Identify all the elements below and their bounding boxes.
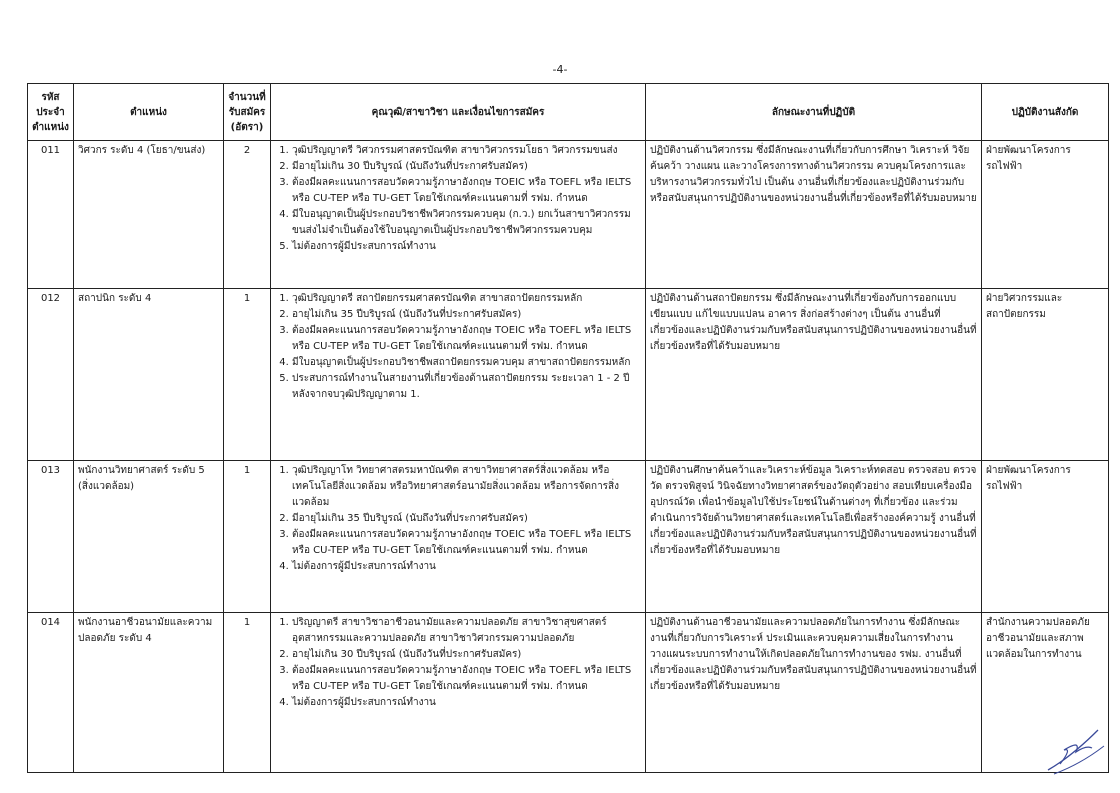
- requirement-item: 4. มีใบอนุญาตเป็นผู้ประกอบวิชาชีพสถาปัตยกรรมควบคุม สาขาสถาปัตยกรรมหลัก: [292, 355, 641, 371]
- duties-cell: ปฏิบัติงานด้านอาชีวอนามัยและความปลอดภัยในการทำงาน ซึ่งมีลักษณะงานที่เกี่ยวกับการวิเคราะห์ ประเมินและควบคุมความเสี่ยงในการทำงาน วางแผนระบบการทำงานให้เกิดปลอดภัยในการทำงานของ รฟม. งานอื่นที่เกี่ยวข้องและปฏิบัติงานร่วมกับหรือสนับสนุนการปฏิบัติงานของหน่วยงานอื่นที่เกี่ยวข้องหรือที่ได้รับมอบหมาย: [646, 613, 982, 773]
- department-cell: ฝ่ายพัฒนาโครงการรถไฟฟ้า: [982, 461, 1109, 613]
- position-code: 014: [28, 613, 74, 773]
- position-code: 013: [28, 461, 74, 613]
- duties-cell: ปฏิบัติงานศึกษาค้นคว้าและวิเคราะห์ข้อมูล วิเคราะห์ทดสอบ ตรวจสอบ ตรวจวัด ตรวจพิสูจน์ วินิจฉัยทางวิทยาศาสตร์ของวัตถุตัวอย่าง สอบเทียบเครื่องมือ อุปกรณ์วัด เพื่อนำข้อมูลไปใช้ประโยชน์ในด้านต่างๆ ที่เกี่ยวข้อง และร่วมดำเนินการวิจัยด้านวิทยาศาสตร์และเทคโนโลยีเพื่อสร้างองค์ความรู้ งานอื่นที่เกี่ยวข้องและปฏิบัติงานร่วมกับหรือสนับสนุนการปฏิบัติงานของหน่วยงานอื่นที่เกี่ยวข้องหรือที่ได้รับมอบหมาย: [646, 461, 982, 613]
- requirements-list: [275, 291, 641, 403]
- requirements-list: [275, 463, 641, 575]
- header-code: รหัสประจำตำแหน่ง: [28, 84, 74, 141]
- requirement-item: 5. ไม่ต้องการผู้มีประสบการณ์ทำงาน: [292, 239, 641, 255]
- positions-table: [27, 83, 1109, 773]
- requirement-item: 2. มีอายุไม่เกิน 35 ปีบริบูรณ์ (นับถึงวันที่ประกาศรับสมัคร): [292, 511, 641, 527]
- position-count: 1: [224, 289, 271, 461]
- department-cell: ฝ่ายวิศวกรรมและสถาปัตยกรรม: [982, 289, 1109, 461]
- position-title: สถาปนิก ระดับ 4: [74, 289, 224, 461]
- requirements-list: [275, 143, 641, 255]
- requirement-item: 3. ต้องมีผลคะแนนการสอบวัดความรู้ภาษาอังกฤษ TOEIC หรือ TOEFL หรือ IELTS หรือ CU-TEP หรือ TU-GET โดยใช้เกณฑ์คะแนนตามที่ รฟม. กำหนด: [292, 323, 641, 355]
- position-count: 1: [224, 613, 271, 773]
- requirement-item: 1. ปริญญาตรี สาขาวิชาอาชีวอนามัยและความปลอดภัย สาขาวิชาสุขศาสตร์อุตสาหกรรมและความปลอดภัย สาขาวิชาวิศวกรรมความปลอดภัย: [292, 615, 641, 647]
- department-cell: สำนักงานความปลอดภัย อาชีวอนามัยและสภาพแวดล้อมในการทำงาน: [982, 613, 1109, 773]
- position-code: 012: [28, 289, 74, 461]
- position-code: 011: [28, 141, 74, 289]
- page-number: -4-: [552, 63, 568, 76]
- position-count: 2: [224, 141, 271, 289]
- position-title: พนักงานวิทยาศาสตร์ ระดับ 5 (สิ่งแวดล้อม): [74, 461, 224, 613]
- table-row: [28, 461, 1109, 613]
- requirement-item: 1. วุฒิปริญญาตรี สถาปัตยกรรมศาสตรบัณฑิต สาขาสถาปัตยกรรมหลัก: [292, 291, 641, 307]
- requirement-item: 1. วุฒิปริญญาตรี วิศวกรรมศาสตรบัณฑิต สาขาวิศวกรรมโยธา วิศวกรรมขนส่ง: [292, 143, 641, 159]
- requirement-item: 4. ไม่ต้องการผู้มีประสบการณ์ทำงาน: [292, 559, 641, 575]
- requirement-item: 3. ต้องมีผลคะแนนการสอบวัดความรู้ภาษาอังกฤษ TOEIC หรือ TOEFL หรือ IELTS หรือ CU-TEP หรือ TU-GET โดยใช้เกณฑ์คะแนนตามที่ รฟม. กำหนด: [292, 175, 641, 207]
- duties-cell: ปฏิบัติงานด้านวิศวกรรม ซึ่งมีลักษณะงานที่เกี่ยวกับการศึกษา วิเคราะห์ วิจัย ค้นคว้า วางแผน และวางโครงการทางด้านวิศวกรรม ควบคุมโครงการและบริหารงานวิศวกรรมทั่วไป เป็นต้น งานอื่นที่เกี่ยวข้องและปฏิบัติงานร่วมกับหรือสนับสนุนการปฏิบัติงานของหน่วยงานอื่นที่เกี่ยวข้องหรือที่ได้รับมอบหมาย: [646, 141, 982, 289]
- requirements-list: [275, 615, 641, 711]
- requirement-item: 2. มีอายุไม่เกิน 30 ปีบริบูรณ์ (นับถึงวันที่ประกาศรับสมัคร): [292, 159, 641, 175]
- requirement-item: 3. ต้องมีผลคะแนนการสอบวัดความรู้ภาษาอังกฤษ TOEIC หรือ TOEFL หรือ IELTS หรือ CU-TEP หรือ TU-GET โดยใช้เกณฑ์คะแนนตามที่ รฟม. กำหนด: [292, 527, 641, 559]
- requirement-item: 4. ไม่ต้องการผู้มีประสบการณ์ทำงาน: [292, 695, 641, 711]
- department-cell: ฝ่ายพัฒนาโครงการรถไฟฟ้า: [982, 141, 1109, 289]
- signature-mark: [1040, 718, 1110, 778]
- table-row: [28, 613, 1109, 773]
- position-title: วิศวกร ระดับ 4 (โยธา/ขนส่ง): [74, 141, 224, 289]
- header-count: จำนวนที่รับสมัคร (อัตรา): [224, 84, 271, 141]
- position-count: 1: [224, 461, 271, 613]
- header-position: ตำแหน่ง: [74, 84, 224, 141]
- qualifications-cell: [271, 461, 646, 613]
- duties-cell: ปฏิบัติงานด้านสถาปัตยกรรม ซึ่งมีลักษณะงานที่เกี่ยวข้องกับการออกแบบ เขียนแบบ แก้ไขแบบแปลน อาคาร สิ่งก่อสร้างต่างๆ เป็นต้น งานอื่นที่เกี่ยวข้องและปฏิบัติงานร่วมกับหรือสนับสนุนการปฏิบัติงานของหน่วยงานอื่นที่เกี่ยวข้องหรือที่ได้รับมอบหมาย: [646, 289, 982, 461]
- requirement-item: 5. ประสบการณ์ทำงานในสายงานที่เกี่ยวข้องด้านสถาปัตยกรรม ระยะเวลา 1 - 2 ปี หลังจากจบวุฒิปริญญาตาม 1.: [292, 371, 641, 403]
- requirement-item: 1. วุฒิปริญญาโท วิทยาศาสตรมหาบัณฑิต สาขาวิทยาศาสตร์สิ่งแวดล้อม หรือเทคโนโลยีสิ่งแวดล้อม หรือวิทยาศาสตร์อนามัยสิ่งแวดล้อม หรือการจัดการสิ่งแวดล้อม: [292, 463, 641, 511]
- header-duties: ลักษณะงานที่ปฏิบัติ: [646, 84, 982, 141]
- requirement-item: 2. อายุไม่เกิน 35 ปีบริบูรณ์ (นับถึงวันที่ประกาศรับสมัคร): [292, 307, 641, 323]
- qualifications-cell: [271, 613, 646, 773]
- requirement-item: 2. อายุไม่เกิน 30 ปีบริบูรณ์ (นับถึงวันที่ประกาศรับสมัคร): [292, 647, 641, 663]
- table-row: [28, 289, 1109, 461]
- table-row: [28, 141, 1109, 289]
- requirement-item: 4. มีใบอนุญาตเป็นผู้ประกอบวิชาชีพวิศวกรรมควบคุม (ก.ว.) ยกเว้นสาขาวิศวกรรมขนส่งไม่จำเป็นต้องใช้ใบอนุญาตเป็นผู้ประกอบวิชาชีพวิศวกรรมควบคุม: [292, 207, 641, 239]
- qualifications-cell: [271, 289, 646, 461]
- qualifications-cell: [271, 141, 646, 289]
- position-title: พนักงานอาชีวอนามัยและความปลอดภัย ระดับ 4: [74, 613, 224, 773]
- header-qualifications: คุณวุฒิ/สาขาวิชา และเงื่อนไขการสมัคร: [271, 84, 646, 141]
- table-header-row: [28, 84, 1109, 141]
- header-department: ปฏิบัติงานสังกัด: [982, 84, 1109, 141]
- requirement-item: 3. ต้องมีผลคะแนนการสอบวัดความรู้ภาษาอังกฤษ TOEIC หรือ TOEFL หรือ IELTS หรือ CU-TEP หรือ TU-GET โดยใช้เกณฑ์คะแนนตามที่ รฟม. กำหนด: [292, 663, 641, 695]
